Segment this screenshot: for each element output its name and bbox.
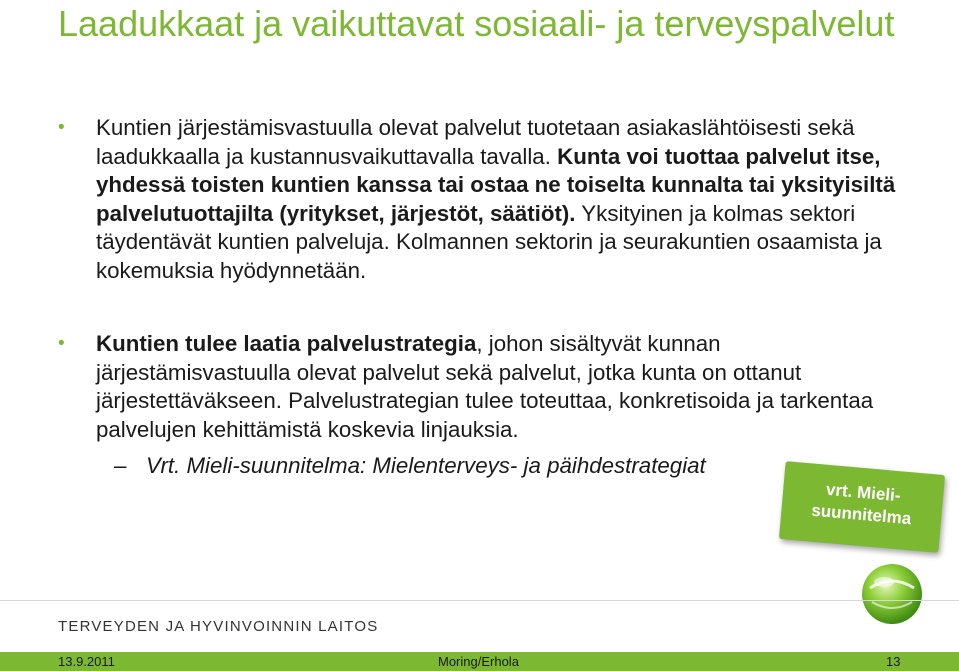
bullet-list — [58, 114, 908, 481]
badge-line-1: vrt. Mieli- — [825, 479, 902, 506]
globe-logo-icon — [856, 558, 928, 630]
organization-name: TERVEYDEN JA HYVINVOINNIN LAITOS — [58, 618, 379, 635]
dash-icon: – — [114, 453, 127, 478]
sub-bullet-text: Vrt. Mieli-suunnitelma: Mielenterveys- ja päihdestrategiat — [146, 453, 706, 478]
bullet-1-text-a: Kuntien järjestämisvastuulla olevat palvelut tuotetaan asiakaslähtöisesti sekä laadukkaalla ja kustannusvaikuttavalla tavalla. — [96, 115, 855, 169]
footer-date: 13.9.2011 — [58, 654, 115, 669]
slide-title: Laadukkaat ja vaikuttavat sosiaali- ja terveyspalvelut — [58, 3, 895, 44]
badge-line-2: suunnitelma — [810, 500, 913, 529]
bullet-icon: • — [58, 333, 65, 354]
divider — [0, 600, 959, 601]
footer-author: Moring/Erhola — [438, 654, 519, 669]
reference-badge — [779, 461, 945, 553]
bullet-item-2 — [58, 330, 908, 481]
bullet-1-bold: Kunta voi tuottaa palvelut itse, yhdessä toisten kuntien kanssa tai ostaa ne toiselta kunnalta tai yksityisiltä palvelutuottajilta (yritykset, järjestöt, säätiöt). — [96, 143, 896, 226]
bullet-1-text-b: Yksityinen ja kolmas sektori täydentävät kuntien palveluja. Kolmannen sektorin ja seurakuntien osaamista ja kokemuksia hyödynnetään. — [96, 200, 882, 283]
bullet-item-1 — [58, 114, 908, 285]
footer-bar — [0, 652, 959, 671]
bullet-icon: • — [58, 117, 65, 138]
bullet-2-bold: Kuntien tulee laatia palvelustrategia — [96, 331, 477, 356]
bullet-2-text: , johon sisältyvät kunnan järjestämisvastuulla olevat palvelut sekä palvelut, jotka kunta on ottanut järjestettäväkseen. Palvelustrategian tulee toteuttaa, konkretisoida ja tarkentaa palvelujen kehittämistä koskevia linjauksia. — [96, 331, 874, 442]
footer-page-number: 13 — [886, 654, 901, 669]
